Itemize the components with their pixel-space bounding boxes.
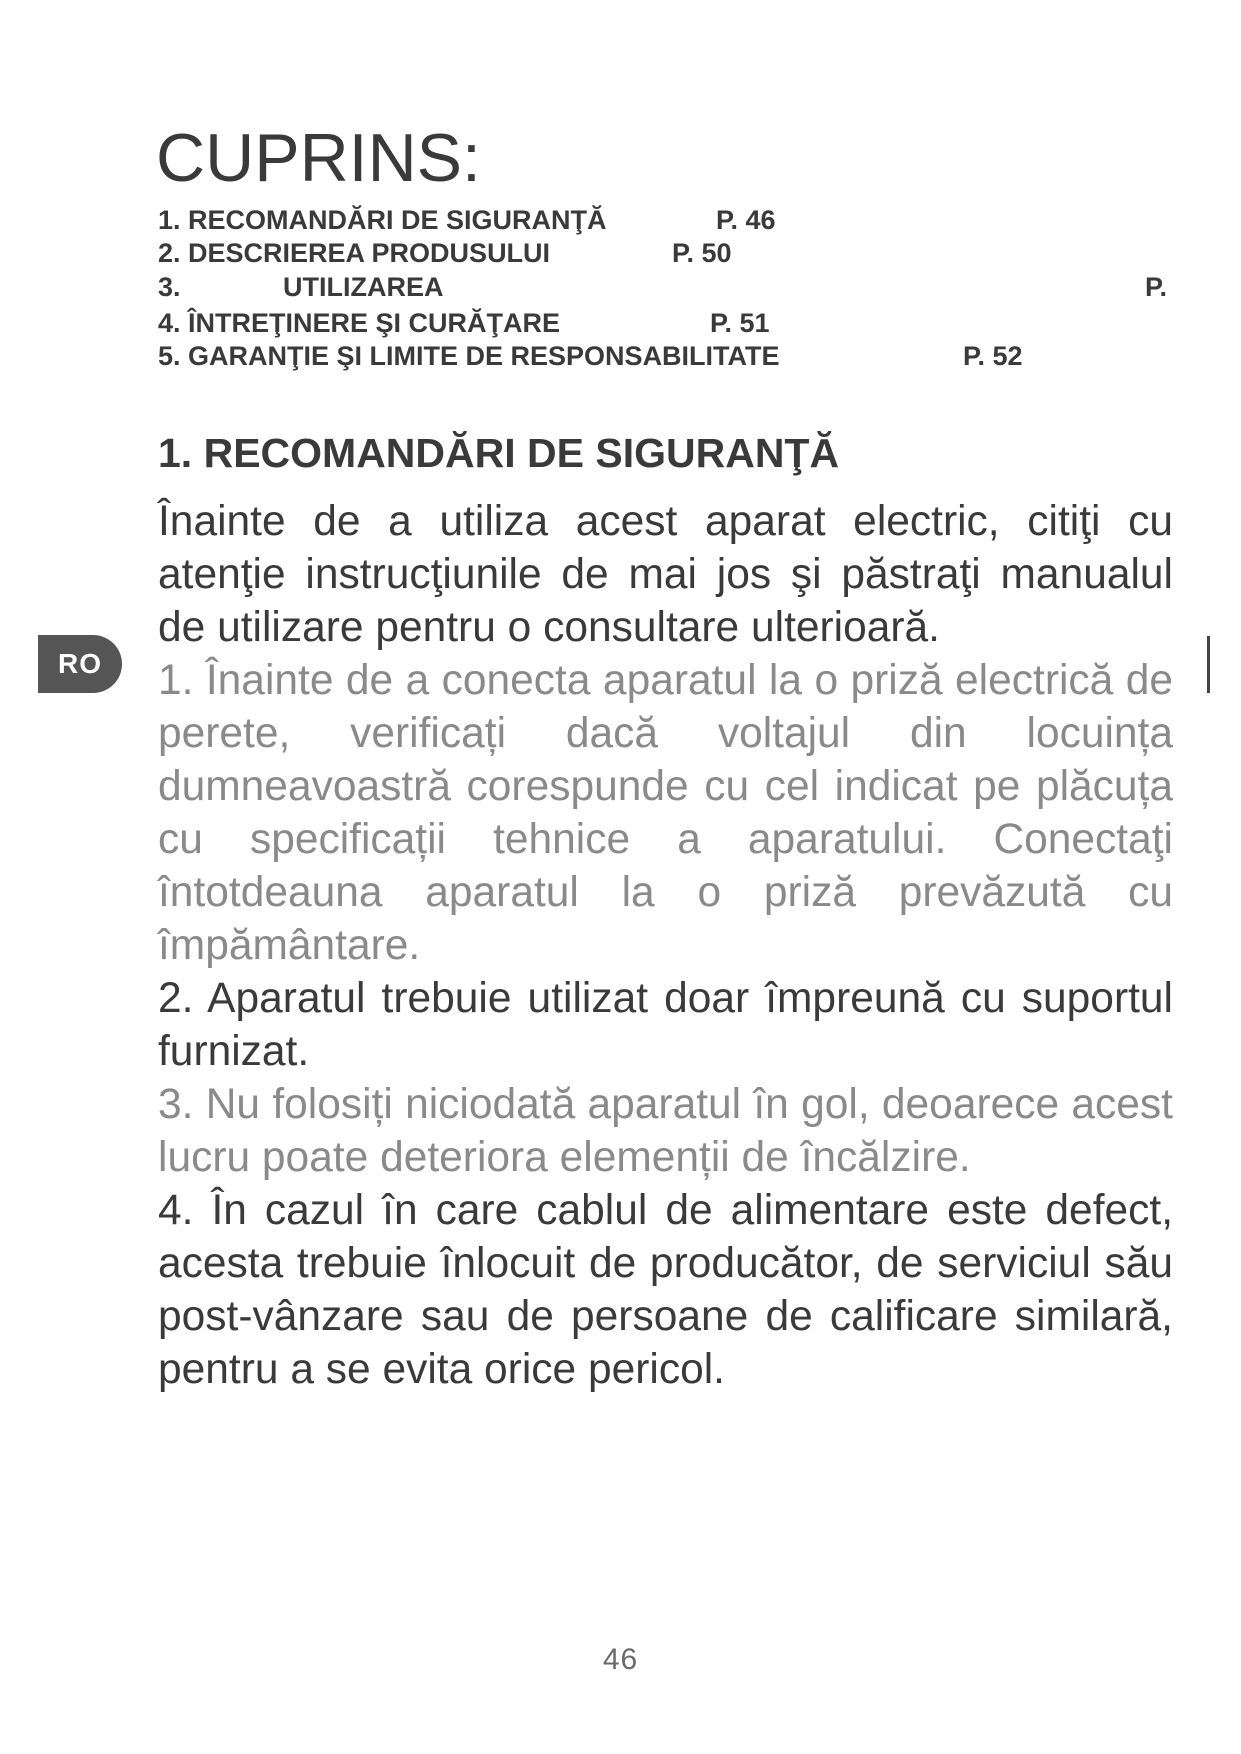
toc-item-label: UTILIZAREA <box>283 272 444 302</box>
toc-item-page: P. 50 <box>672 238 732 268</box>
toc-item-page: P. <box>1145 272 1168 302</box>
language-tab: RO <box>38 635 122 693</box>
safety-item: 3. Nu folosiți niciodată aparatul în gol, deoarece acest lucru poate deteriora elemenții de încălzire. <box>158 1081 1173 1181</box>
toc-item-label: 4. ÎNTREŢINERE ŞI CURĂŢARE <box>158 308 561 338</box>
page-number: 46 <box>602 1643 639 1676</box>
page-title: CUPRINS: <box>156 120 481 196</box>
toc-item <box>158 270 1178 304</box>
toc-item-label: 5. GARANŢIE ŞI LIMITE DE RESPONSABILITATE <box>158 341 780 371</box>
intro-paragraph: Înainte de a utiliza acest aparat electric, citiţi cu atenţie instrucţiunile de mai jos şi păstraţi manualul de utilizare pentru o consultare ulterioară. <box>158 498 1173 651</box>
toc-item-label: 2. DESCRIEREA PRODUSULUI <box>158 238 551 268</box>
safety-item: 4. În cazul în care cablul de alimentare este defect, acesta trebuie înlocuit de producător, de serviciul său post-vânzare sau de persoane de calificare similară, pentru a se evita orice pericol. <box>158 1187 1173 1393</box>
toc-item-number: 3. <box>158 272 181 302</box>
section-heading: 1. RECOMANDĂRI DE SIGURANŢĂ <box>158 430 840 476</box>
toc-item-page: P. 51 <box>710 308 770 338</box>
section-body <box>158 495 1173 1396</box>
toc-item-page: P. 52 <box>963 341 1023 371</box>
toc-item-label: 1. RECOMANDĂRI DE SIGURANŢĂ <box>158 205 607 235</box>
safety-item: 2. Aparatul trebuie utilizat doar împreună cu suportul furnizat. <box>158 975 1173 1075</box>
safety-item: 1. Înainte de a conecta aparatul la o priză electrică de perete, verificați dacă voltajul din locuința dumneavoastră corespunde cu cel indicat pe plăcuța cu specificații tehnice a aparatului. Conectaţi întotdeauna aparatul la o priză prevăzută cu împământare. <box>158 657 1173 969</box>
toc-item-page: P. 46 <box>716 205 776 235</box>
margin-marker <box>1207 636 1210 693</box>
